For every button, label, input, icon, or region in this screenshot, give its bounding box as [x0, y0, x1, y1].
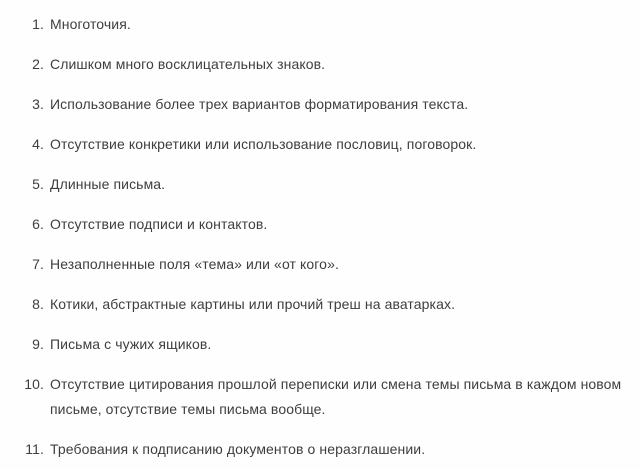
list-item — [0, 292, 626, 317]
list-item-text: Котики, абстрактные картины или прочий треш на аватарках. — [50, 296, 456, 312]
numbered-list — [0, 12, 626, 462]
list-item-text: Письма с чужих ящиков. — [50, 336, 212, 352]
list-item — [0, 437, 626, 462]
list-item-text: Незаполненные поля «тема» или «от кого». — [50, 256, 339, 272]
list-item-number: 5. — [32, 176, 44, 192]
list-item-number: 3. — [32, 96, 44, 112]
list-item-text: Отсутствие цитирования прошлой переписки или смена темы письма в каждом новом письме, отсутствие темы письма вообще. — [50, 376, 622, 417]
list-item-text: Требования к подписанию документов о неразглашении. — [50, 441, 426, 457]
list-item-number: 9. — [32, 336, 44, 352]
list-item — [0, 212, 626, 237]
list-item-text: Длинные письма. — [50, 176, 166, 192]
list-item-number: 7. — [32, 256, 44, 272]
list-item-text: Отсутствие конкретики или использование пословиц, поговорок. — [50, 136, 477, 152]
list-item-number: 2. — [32, 56, 44, 72]
list-item — [0, 252, 626, 277]
list-item — [0, 372, 626, 422]
list-item-text: Отсутствие подписи и контактов. — [50, 216, 268, 232]
list-item-number: 8. — [32, 296, 44, 312]
list-item — [0, 172, 626, 197]
list-item-text: Многоточия. — [50, 16, 131, 32]
list-item-number: 11. — [25, 441, 44, 457]
list-item-number: 10. — [24, 376, 44, 392]
list-item — [0, 52, 626, 77]
list-item-number: 4. — [32, 136, 44, 152]
list-item-text: Слишком много восклицательных знаков. — [50, 56, 326, 72]
list-item — [0, 12, 626, 37]
list-item-text: Использование более трех вариантов форматирования текста. — [50, 96, 469, 112]
list-item-number: 1. — [32, 16, 44, 32]
list-item — [0, 132, 626, 157]
list-item — [0, 92, 626, 117]
list-item-number: 6. — [32, 216, 44, 232]
list-item — [0, 332, 626, 357]
